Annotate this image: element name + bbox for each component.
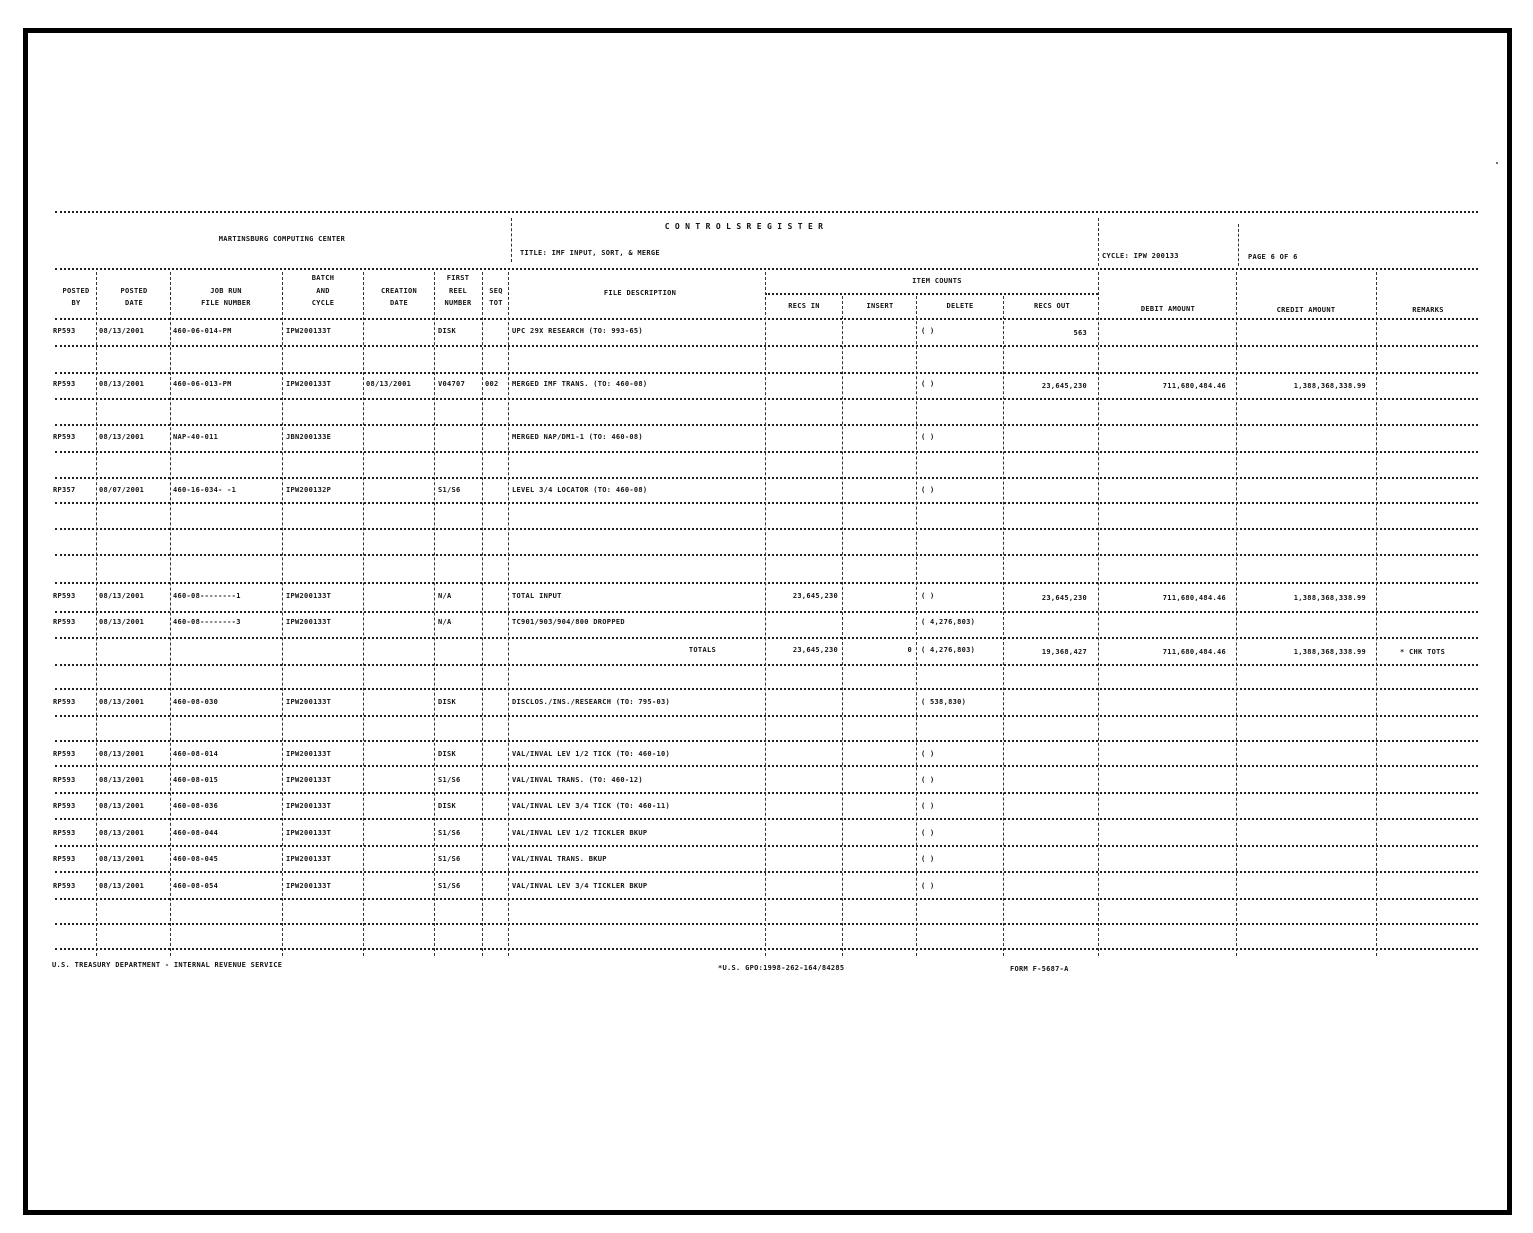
grid-rule — [55, 345, 1478, 347]
row-desc: VAL/INVAL LEV 3/4 TICKLER BKUP — [512, 882, 648, 890]
grid-rule — [55, 451, 1478, 453]
grid-rule — [55, 845, 1478, 847]
row-date: 08/13/2001 — [99, 327, 145, 335]
footer-gpo: *U.S. GPO:1998-262-164/84285 — [718, 964, 845, 972]
row-reel: V04707 — [438, 380, 466, 388]
row-job: NAP-40-011 — [173, 433, 219, 441]
grid-column-rule — [842, 296, 843, 956]
row-date: 08/13/2001 — [99, 802, 145, 810]
row-remarks: * CHK TOTS — [1400, 648, 1446, 656]
row-by: RP593 — [53, 327, 76, 335]
col-credit-amount: CREDIT AMOUNT — [1276, 306, 1336, 314]
grid-rule — [55, 637, 1478, 639]
grid-rule — [55, 923, 1478, 925]
row-job: 460-08-036 — [173, 802, 219, 810]
row-credit: 1,388,368,338.99 — [1293, 648, 1366, 656]
row-batch: IPW200133T — [286, 776, 332, 784]
grid-rule — [55, 740, 1478, 742]
row-batch: IPW200133T — [286, 592, 332, 600]
row-credit: 1,388,368,338.99 — [1293, 382, 1366, 390]
row-by: RP593 — [53, 618, 76, 626]
row-desc: TC901/903/904/800 DROPPED — [512, 618, 625, 626]
row-desc: TOTAL INPUT — [512, 592, 562, 600]
grid-column-rule — [282, 272, 283, 956]
row-recs-in: 23,645,230 — [792, 592, 838, 600]
row-date: 08/13/2001 — [99, 855, 145, 863]
col-batch-3: CYCLE — [311, 299, 335, 307]
grid-rule — [55, 211, 1478, 213]
grid-rule — [55, 818, 1478, 820]
row-creation: 08/13/2001 — [366, 380, 412, 388]
grid-column-rule — [170, 272, 171, 956]
row-desc: VAL/INVAL TRANS. BKUP — [512, 855, 607, 863]
row-batch: IPW200133T — [286, 882, 332, 890]
row-by: RP357 — [53, 486, 76, 494]
row-desc: VAL/INVAL LEV 3/4 TICK (TO: 460-11) — [512, 802, 671, 810]
row-delete: ( ) — [921, 592, 935, 600]
row-desc: LEVEL 3/4 LOCATOR (TO: 460-08) — [512, 486, 648, 494]
grid-column-rule — [1098, 272, 1099, 956]
row-delete: ( ) — [921, 802, 935, 810]
report-title: TITLE: IMF INPUT, SORT, & MERGE — [520, 249, 660, 257]
row-delete: ( ) — [921, 750, 935, 758]
row-batch: IPW200133T — [286, 618, 332, 626]
row-date: 08/13/2001 — [99, 776, 145, 784]
row-delete: ( 538,830) — [921, 698, 967, 706]
col-seq-2: TOT — [489, 299, 503, 307]
grid-column-rule — [1236, 272, 1237, 956]
row-date: 08/13/2001 — [99, 750, 145, 758]
row-delete: ( 4,276,803) — [921, 618, 976, 626]
col-posted-date-1: POSTED — [120, 287, 148, 295]
row-job: 460-08--------1 — [173, 592, 241, 600]
row-date: 08/13/2001 — [99, 882, 145, 890]
row-job: 460-08-030 — [173, 698, 219, 706]
grid-rule — [55, 372, 1478, 374]
grid-column-rule — [434, 272, 435, 956]
grid-rule — [765, 293, 1098, 295]
row-desc: UPC 29X RESEARCH (TO: 993-65) — [512, 327, 643, 335]
row-reel: S1/S6 — [438, 486, 461, 494]
grid-rule — [55, 871, 1478, 873]
grid-column-rule — [363, 272, 364, 956]
grid-rule — [55, 268, 1478, 270]
grid-rule — [55, 715, 1478, 717]
scan-speck — [1496, 162, 1498, 164]
row-date: 08/13/2001 — [99, 698, 145, 706]
row-delete: ( ) — [921, 433, 935, 441]
col-insert: INSERT — [866, 302, 894, 310]
col-debit-amount: DEBIT AMOUNT — [1140, 305, 1196, 313]
row-job: 460-08-054 — [173, 882, 219, 890]
row-by: RP593 — [53, 433, 76, 441]
grid-column-rule — [916, 296, 917, 956]
row-desc: MERGED IMF TRANS. (TO: 460-08) — [512, 380, 648, 388]
row-date: 08/13/2001 — [99, 618, 145, 626]
grid-rule — [55, 611, 1478, 613]
grid-rule — [55, 948, 1478, 950]
col-posted-date-2: DATE — [124, 299, 144, 307]
col-seq-1: SEQ — [489, 287, 503, 295]
grid-column-rule — [96, 272, 97, 956]
row-by: RP593 — [53, 802, 76, 810]
row-recs-in: 23,645,230 — [792, 646, 838, 654]
row-recs-out: 19,368,427 — [1041, 648, 1087, 656]
cycle-label: CYCLE: IPW 200133 — [1102, 252, 1179, 260]
col-delete: DELETE — [946, 302, 974, 310]
grid-column-rule — [482, 272, 483, 956]
row-job: 460-08--------3 — [173, 618, 241, 626]
row-by: RP593 — [53, 882, 76, 890]
row-batch: IPW200132P — [286, 486, 332, 494]
row-debit: 711,680,484.46 — [1162, 382, 1226, 390]
center-name: MARTINSBURG COMPUTING CENTER — [218, 235, 346, 243]
row-batch: IPW200133T — [286, 327, 332, 335]
row-reel: S1/S6 — [438, 776, 461, 784]
document-border — [23, 28, 1512, 1215]
row-desc: TOTALS — [688, 646, 716, 654]
row-batch: JBN200133E — [286, 433, 332, 441]
row-reel: S1/S6 — [438, 882, 461, 890]
grid-column-rule — [1003, 296, 1004, 956]
grid-rule — [55, 688, 1478, 690]
row-job: 460-16-034- -1 — [173, 486, 237, 494]
footer-department: U.S. TREASURY DEPARTMENT - INTERNAL REVENUE SERVICE — [52, 961, 283, 969]
grid-column-rule — [1238, 224, 1239, 266]
row-by: RP593 — [53, 698, 76, 706]
grid-rule — [55, 424, 1478, 426]
col-creation-1: CREATION — [380, 287, 418, 295]
col-creation-2: DATE — [389, 299, 409, 307]
row-date: 08/13/2001 — [99, 592, 145, 600]
row-reel: N/A — [438, 618, 452, 626]
row-by: RP593 — [53, 750, 76, 758]
row-date: 08/13/2001 — [99, 829, 145, 837]
row-desc: MERGED NAP/DM1-1 (TO: 460-08) — [512, 433, 643, 441]
row-reel: DISK — [438, 750, 457, 758]
row-job: 460-08-015 — [173, 776, 219, 784]
row-reel: S1/S6 — [438, 829, 461, 837]
grid-rule — [55, 898, 1478, 900]
row-debit: 711,680,484.46 — [1162, 594, 1226, 602]
grid-rule — [55, 765, 1478, 767]
row-by: RP593 — [53, 592, 76, 600]
grid-column-rule — [765, 272, 766, 956]
row-desc: VAL/INVAL LEV 1/2 TICKLER BKUP — [512, 829, 648, 837]
row-by: RP593 — [53, 855, 76, 863]
row-batch: IPW200133T — [286, 750, 332, 758]
row-date: 08/13/2001 — [99, 433, 145, 441]
row-batch: IPW200133T — [286, 829, 332, 837]
col-item-counts: ITEM COUNTS — [912, 277, 962, 285]
row-job: 460-08-044 — [173, 829, 219, 837]
col-first-reel-2: REEL — [448, 287, 468, 295]
row-reel: DISK — [438, 802, 457, 810]
grid-column-rule — [1098, 218, 1099, 266]
grid-rule — [55, 792, 1478, 794]
row-insert: 0 — [907, 646, 912, 654]
row-delete: ( ) — [921, 855, 935, 863]
row-recs-out: 563 — [1073, 329, 1087, 337]
grid-rule — [55, 664, 1478, 666]
col-job-run-1: JOB RUN — [210, 287, 242, 295]
grid-rule — [55, 582, 1478, 584]
row-batch: IPW200133T — [286, 380, 332, 388]
row-credit: 1,388,368,338.99 — [1293, 594, 1366, 602]
row-reel: N/A — [438, 592, 452, 600]
row-job: 460-08-014 — [173, 750, 219, 758]
row-debit: 711,680,484.46 — [1162, 648, 1226, 656]
grid-column-rule — [1376, 272, 1377, 956]
grid-rule — [55, 477, 1478, 479]
row-desc: VAL/INVAL LEV 1/2 TICK (TO: 460-10) — [512, 750, 671, 758]
grid-rule — [55, 398, 1478, 400]
row-date: 08/13/2001 — [99, 380, 145, 388]
row-reel: DISK — [438, 698, 457, 706]
row-job: 460-08-045 — [173, 855, 219, 863]
row-recs-out: 23,645,230 — [1041, 382, 1087, 390]
footer-form-number: FORM F-5687-A — [1010, 965, 1069, 973]
register-title: C O N T R O L S R E G I S T E R — [664, 222, 824, 231]
grid-column-rule — [511, 218, 512, 262]
row-delete: ( ) — [921, 882, 935, 890]
row-delete: ( ) — [921, 776, 935, 784]
col-batch-1: BATCH — [311, 274, 335, 282]
row-desc: DISCLOS./INS./RESEARCH (TO: 795-03) — [512, 698, 671, 706]
row-delete: ( ) — [921, 380, 935, 388]
row-batch: IPW200133T — [286, 698, 332, 706]
col-first-reel-1: FIRST — [446, 274, 470, 282]
row-batch: IPW200133T — [286, 802, 332, 810]
col-posted-by-1: POSTED — [62, 287, 90, 295]
col-remarks: REMARKS — [1412, 306, 1444, 314]
row-delete: ( ) — [921, 829, 935, 837]
grid-rule — [55, 528, 1478, 530]
row-reel: S1/S6 — [438, 855, 461, 863]
row-recs-out: 23,645,230 — [1041, 594, 1087, 602]
col-recs-out: RECS OUT — [1033, 302, 1071, 310]
row-batch: IPW200133T — [286, 855, 332, 863]
row-job: 460-06-013-PM — [173, 380, 232, 388]
page-number: PAGE 6 OF 6 — [1248, 253, 1298, 261]
row-seq: 002 — [485, 380, 499, 388]
row-job: 460-06-014-PM — [173, 327, 232, 335]
grid-rule — [55, 318, 1478, 320]
col-job-run-2: FILE NUMBER — [201, 299, 251, 307]
col-first-reel-3: NUMBER — [444, 299, 472, 307]
col-batch-2: AND — [316, 287, 330, 295]
row-by: RP593 — [53, 776, 76, 784]
col-file-description: FILE DESCRIPTION — [603, 289, 677, 297]
row-date: 08/07/2001 — [99, 486, 145, 494]
row-by: RP593 — [53, 829, 76, 837]
col-posted-by-2: BY — [71, 299, 81, 307]
col-recs-in: RECS IN — [788, 302, 820, 310]
row-by: RP593 — [53, 380, 76, 388]
grid-rule — [55, 554, 1478, 556]
grid-rule — [55, 502, 1478, 504]
row-delete: ( ) — [921, 486, 935, 494]
row-reel: DISK — [438, 327, 457, 335]
row-desc: VAL/INVAL TRANS. (TO: 460-12) — [512, 776, 643, 784]
row-delete: ( ) — [921, 327, 935, 335]
grid-column-rule — [508, 272, 509, 956]
row-delete: ( 4,276,803) — [921, 646, 976, 654]
